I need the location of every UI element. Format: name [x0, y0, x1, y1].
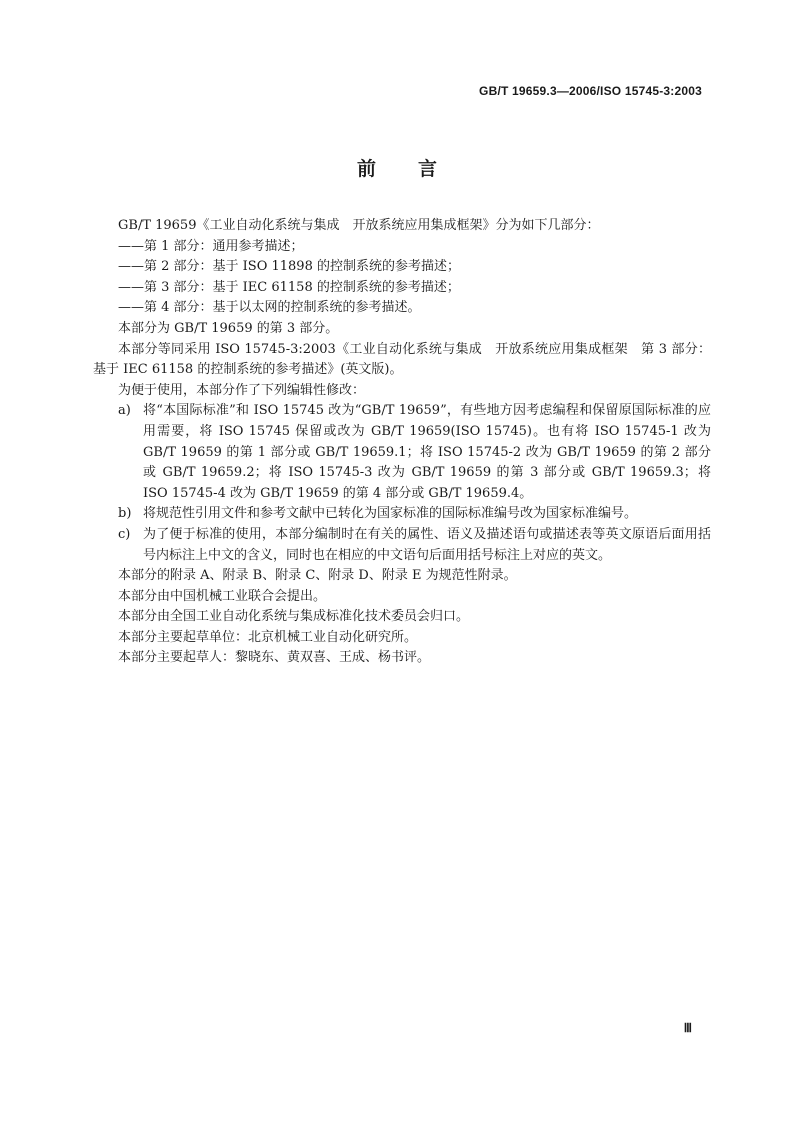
adoption-paragraph: 本部分等同采用 ISO 15745-3:2003《工业自动化系统与集成 开放系统应用集成框架 第 3 部分：基于 IEC 61158 的控制系统的参考描述》(英文版)。 [93, 341, 711, 378]
standard-code-header: GB/T 19659.3—2006/ISO 15745-3:2003 [479, 84, 702, 98]
document-body [93, 216, 711, 669]
intro-paragraph: GB/T 19659《工业自动化系统与集成 开放系统应用集成框架》分为如下几部分： [118, 218, 600, 233]
committee-paragraph: 本部分由全国工业自动化系统与集成标准化技术委员会归口。 [118, 609, 470, 625]
page-number: Ⅲ [683, 1021, 692, 1035]
edit-item-c [93, 525, 711, 566]
part-item: ——第 2 部分：基于 ISO 11898 的控制系统的参考描述； [118, 259, 460, 275]
edit-item-a [93, 401, 711, 504]
part-paragraph: 本部分为 GB/T 19659 的第 3 部分。 [118, 320, 339, 336]
annex-paragraph: 本部分的附录 A、附录 B、附录 C、附录 D、附录 E 为规范性附录。 [118, 568, 517, 584]
item-text: 将“本国际标准”和 ISO 15745 改为“GB/T 19659”，有些地方因考虑编程和保留原国际标准的应用需要，将 ISO 15745 保留或改为 GB/T 19659(ISO 15745)。也有将 ISO 15745-1 改为 GB/T 19659 的第 1 部分或 GB/T 19659.1；将 ISO 15745-2 改为 GB/T 19659 的第 2 部分或 GB/T 19659.2；将 ISO 15745-3 改为 GB/T 19659 的第 3 部分或 GB/T 19659.3；将 ISO 15745-4 改为 GB/T 19659 的第 4 部分或 GB/T 19659.4。 [143, 403, 711, 501]
edit-intro-paragraph: 为便于使用，本部分作了下列编辑性修改： [118, 382, 366, 398]
part-item: ——第 3 部分：基于 IEC 61158 的控制系统的参考描述； [118, 279, 460, 295]
part-item: ——第 1 部分：通用参考描述； [118, 238, 304, 254]
edit-item-b [93, 504, 711, 525]
proposer-paragraph: 本部分由中国机械工业联合会提出。 [118, 588, 327, 604]
item-label: c) [118, 526, 131, 542]
item-label: b) [118, 506, 132, 522]
item-text: 将规范性引用文件和参考文献中已转化为国家标准的国际标准编号改为国家标准编号。 [143, 506, 638, 522]
drafters-paragraph: 本部分主要起草人：黎晓东、黄双喜、王成、杨书评。 [118, 650, 431, 666]
item-label: a) [118, 403, 131, 419]
drafting-unit-paragraph: 本部分主要起草单位：北京机械工业自动化研究所。 [118, 629, 418, 645]
part-item: ——第 4 部分：基于以太网的控制系统的参考描述。 [118, 300, 421, 316]
page-title: 前言 [356, 158, 479, 180]
item-text: 为了便于标准的使用，本部分编制时在有关的属性、语义及描述语句或描述表等英文原语后面用括号内标注上中文的含义，同时也在相应的中文语句后面用括号标注上对应的英文。 [143, 526, 711, 563]
